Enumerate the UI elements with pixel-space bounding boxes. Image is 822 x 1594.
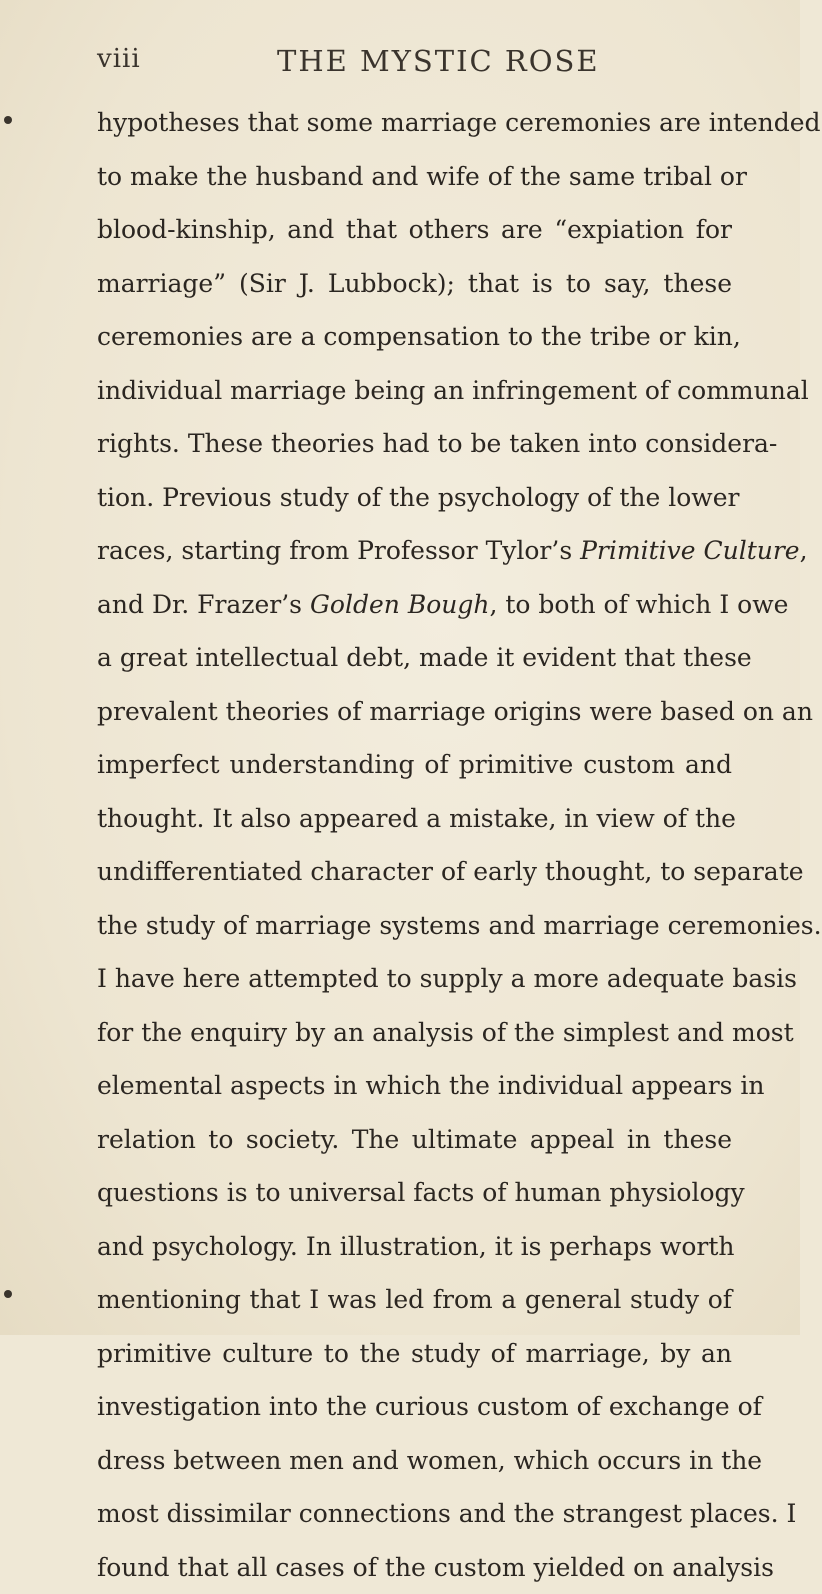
text-line <box>97 792 732 846</box>
text-line <box>97 1059 732 1113</box>
text-line <box>97 203 732 257</box>
text-segment: hypotheses that some marriage ceremonies are intended <box>97 108 821 137</box>
text-segment: elemental aspects in which the individual appears in <box>97 1071 765 1100</box>
text-segment: I have here attempted to supply a more adequate basis <box>97 964 797 993</box>
text-segment: rights. These theories had to be taken into considera- <box>97 429 777 458</box>
text-segment: individual marriage being an infringement of communal <box>97 376 809 405</box>
book-title: Primitive Culture <box>580 536 800 565</box>
text-line <box>97 1273 732 1327</box>
running-title: THE MYSTIC ROSE <box>277 44 600 78</box>
text-segment: for the enquiry by an analysis of the simplest and most <box>97 1018 794 1047</box>
text-segment: most dissimilar connections and the strangest places. I <box>97 1499 796 1528</box>
page-number: viii <box>97 44 141 74</box>
text-line <box>97 738 732 792</box>
book-title: Golden Bough <box>310 590 490 619</box>
text-line <box>97 578 732 632</box>
text-segment: undifferentiated character of early thought, to separate <box>97 857 804 886</box>
text-line <box>97 417 732 471</box>
text-segment: races, starting from Professor Tylor’s <box>97 536 580 565</box>
text-line <box>97 1380 732 1434</box>
text-segment: a great intellectual debt, made it evident that these <box>97 643 752 672</box>
text-segment: , <box>800 536 808 565</box>
text-line <box>97 1006 732 1060</box>
text-line <box>97 1327 732 1381</box>
text-segment: blood-kinship, and that others are “expiation for <box>97 215 732 244</box>
text-segment: prevalent theories of marriage origins were based on an <box>97 697 813 726</box>
text-line <box>97 952 732 1006</box>
text-line <box>97 631 732 685</box>
text-line <box>97 310 732 364</box>
text-segment: dress between men and women, which occurs in the <box>97 1446 762 1475</box>
text-segment: mentioning that I was led from a general study of <box>97 1285 732 1314</box>
margin-dot <box>4 116 12 124</box>
text-segment: , to both of which I owe <box>489 590 788 619</box>
text-line <box>97 96 732 150</box>
text-line <box>97 150 732 204</box>
text-segment: and psychology. In illustration, it is perhaps worth <box>97 1232 735 1261</box>
body-text <box>97 96 732 1594</box>
text-segment: to make the husband and wife of the same tribal or <box>97 162 747 191</box>
text-segment: marriage” (Sir J. Lubbock); that is to say, these <box>97 269 732 298</box>
text-segment: thought. It also appeared a mistake, in view of the <box>97 804 736 833</box>
text-segment: the study of marriage systems and marriage ceremonies. <box>97 911 822 940</box>
text-segment: relation to society. The ultimate appeal in these <box>97 1125 732 1154</box>
text-line <box>97 685 732 739</box>
text-line <box>97 1487 732 1541</box>
text-segment: investigation into the curious custom of exchange of <box>97 1392 762 1421</box>
margin-dot <box>4 1290 12 1298</box>
text-line <box>97 364 732 418</box>
text-segment: ceremonies are a compensation to the tribe or kin, <box>97 322 741 351</box>
text-segment: questions is to universal facts of human physiology <box>97 1178 745 1207</box>
text-line <box>97 845 732 899</box>
text-line <box>97 1113 732 1167</box>
text-line <box>97 524 732 578</box>
text-line <box>97 1166 732 1220</box>
text-line <box>97 471 732 525</box>
text-segment: tion. Previous study of the psychology of the lower <box>97 483 739 512</box>
text-line <box>97 1541 732 1594</box>
text-segment: primitive culture to the study of marriage, by an <box>97 1339 732 1368</box>
page-header <box>97 44 737 84</box>
text-line <box>97 257 732 311</box>
text-line <box>97 899 732 953</box>
text-line <box>97 1220 732 1274</box>
text-line <box>97 1434 732 1488</box>
text-segment: imperfect understanding of primitive custom and <box>97 750 732 779</box>
text-segment: and Dr. Frazer’s <box>97 590 310 619</box>
text-segment: found that all cases of the custom yielded on analysis <box>97 1553 774 1582</box>
